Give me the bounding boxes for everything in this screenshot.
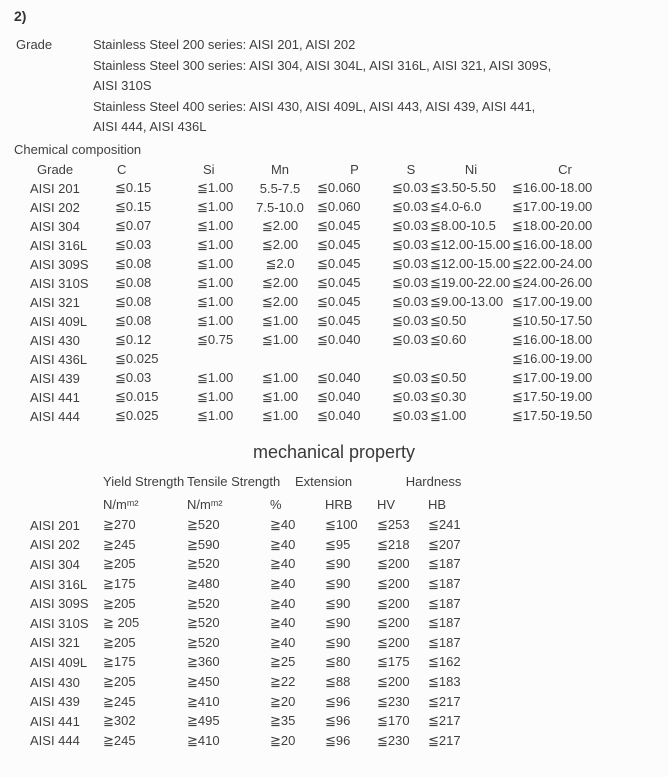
unit-header-hb: HB (428, 496, 447, 512)
unit-header-hrb: HRB (325, 496, 353, 512)
value-cell: ≧20 (270, 693, 296, 709)
grade-cell: AISI 309S (30, 596, 89, 612)
value-cell: ≦0.03 (392, 237, 429, 252)
value-cell: ≦0.08 (115, 294, 152, 309)
value-cell: ≧245 (103, 732, 136, 748)
table-row (26, 407, 618, 426)
value-cell: ≦2.00 (261, 237, 299, 252)
grade-cell: AISI 310S (30, 615, 89, 631)
value-cell: ≦187 (428, 595, 461, 611)
value-cell: ≦17.50-19.50 (512, 408, 593, 423)
value-cell: ≧205 (103, 595, 136, 611)
value-cell: ≦200 (377, 674, 410, 690)
value-cell: ≧270 (103, 517, 136, 533)
value-cell: ≦2.00 (261, 218, 299, 233)
document-page (0, 6, 668, 777)
value-cell: ≦0.03 (115, 370, 152, 385)
unit-header-tensile: N/mᵐ² (187, 496, 223, 512)
value-cell: ≦17.00-19.00 (512, 294, 593, 309)
grade-cell: AISI 430 (30, 674, 80, 690)
value-cell: ≧520 (187, 615, 220, 631)
mechanical-unit-header-row (26, 493, 490, 516)
value-cell: ≦1.00 (197, 256, 234, 271)
unit-header-hv: HV (377, 496, 396, 512)
value-cell: ≧175 (103, 654, 136, 670)
value-cell: ≦1.00 (261, 389, 299, 404)
table-row (26, 369, 618, 388)
value-cell: ≦80 (325, 654, 351, 670)
grade-section (16, 35, 668, 138)
value-cell: ≦0.045 (317, 256, 361, 271)
table-row (26, 613, 490, 633)
grade-series-line: AISI 444, AISI 436L (93, 119, 207, 134)
value-cell: ≦1.00 (261, 370, 299, 385)
chemical-composition-heading: Chemical composition (14, 141, 142, 157)
value-cell: ≦0.03 (392, 180, 429, 195)
grade-series-line: Stainless Steel 200 series: AISI 201, AISI 202 (93, 37, 356, 52)
value-cell: ≦0.15 (115, 199, 152, 214)
grade-cell: AISI 409L (30, 654, 88, 670)
value-cell: ≦230 (377, 693, 410, 709)
value-cell: ≦16.00-18.00 (512, 180, 593, 195)
grade-cell: AISI 444 (30, 408, 80, 424)
value-cell: ≦1.00 (197, 218, 234, 233)
value-cell: ≦0.045 (317, 237, 361, 252)
value-cell: ≦217 (428, 693, 461, 709)
value-cell: ≦0.30 (430, 389, 467, 404)
value-cell: ≧245 (103, 536, 136, 552)
group-header-yield-strength: Yield Strength (103, 474, 185, 489)
value-cell: ≧520 (187, 556, 220, 572)
value-cell: ≦1.00 (197, 313, 234, 328)
table-row (26, 388, 618, 407)
value-cell: ≧360 (187, 654, 220, 670)
value-cell: ≦0.03 (392, 332, 429, 347)
value-cell (197, 350, 243, 369)
grade-cell: AISI 202 (30, 537, 80, 553)
grade-cell: AISI 430 (30, 332, 80, 348)
value-cell: ≦12.00-15.00 (430, 237, 511, 252)
table-row (26, 633, 490, 653)
table-row (26, 692, 490, 712)
value-cell: ≧205 (103, 674, 136, 690)
table-row (26, 350, 618, 369)
value-cell: ≦0.03 (392, 256, 429, 271)
value-cell: ≦1.00 (430, 408, 467, 423)
column-header: Si (203, 161, 215, 177)
value-cell: ≦0.03 (392, 389, 429, 404)
value-cell: ≦0.03 (392, 408, 429, 423)
value-cell: ≦0.03 (392, 218, 429, 233)
value-cell: ≦90 (325, 595, 351, 611)
mechanical-property-title: mechanical property (252, 441, 416, 462)
value-cell: ≧22 (270, 674, 296, 690)
table-row (26, 555, 490, 575)
value-cell: ≦90 (325, 576, 351, 592)
mechanical-group-header-row (26, 471, 490, 493)
value-cell: ≧35 (270, 713, 296, 729)
value-cell: ≦1.00 (261, 332, 299, 347)
value-cell: ≦1.00 (261, 408, 299, 423)
value-cell: ≧40 (270, 556, 296, 572)
unit-header-percent: % (270, 496, 282, 512)
value-cell: ≦0.08 (115, 256, 152, 271)
value-cell: ≦183 (428, 674, 461, 690)
value-cell: ≦253 (377, 517, 410, 533)
value-cell: ≧410 (187, 732, 220, 748)
chemical-composition-table (26, 160, 618, 426)
value-cell: ≦0.15 (115, 180, 152, 195)
column-header: Mn (270, 161, 290, 177)
value-cell: ≦17.50-19.00 (512, 389, 593, 404)
group-header-hardness: Hardness (405, 474, 462, 489)
table-row (26, 731, 490, 751)
value-cell: ≧40 (270, 595, 296, 611)
column-header: C (117, 161, 127, 177)
value-cell: ≧40 (270, 634, 296, 650)
value-cell: ≦0.03 (115, 237, 152, 252)
empty-header-cell (26, 471, 103, 493)
value-cell: ≦1.00 (197, 370, 234, 385)
value-cell: ≦0.03 (392, 313, 429, 328)
value-cell: ≦1.00 (261, 313, 299, 328)
value-cell: ≦0.08 (115, 275, 152, 290)
value-cell: ≦8.00-10.5 (430, 218, 496, 233)
value-cell: ≦187 (428, 615, 461, 631)
value-cell: ≧480 (187, 576, 220, 592)
value-cell: ≧25 (270, 654, 296, 670)
value-cell: ≦2.00 (261, 275, 299, 290)
value-cell: ≧450 (187, 674, 220, 690)
table-row (26, 293, 618, 312)
table-row (26, 653, 490, 673)
value-cell: ≧245 (103, 693, 136, 709)
value-cell: ≦2.0 (265, 256, 295, 271)
grade-cell: AISI 304 (30, 556, 80, 572)
unit-header-yield: N/mᵐ² (103, 496, 139, 512)
table-row (26, 274, 618, 293)
table-row (26, 535, 490, 555)
value-cell: ≦12.00-15.00 (430, 256, 511, 271)
value-cell: ≦100 (325, 517, 358, 533)
value-cell: ≧175 (103, 576, 136, 592)
value-cell: ≧40 (270, 615, 296, 631)
value-cell: ≦187 (428, 556, 461, 572)
value-cell: 5.5-7.5 (259, 180, 301, 196)
value-cell: ≦96 (325, 693, 351, 709)
grade-series-list (93, 35, 551, 138)
value-cell: ≦0.015 (115, 389, 159, 404)
value-cell: ≦200 (377, 556, 410, 572)
value-cell: ≦0.08 (115, 313, 152, 328)
value-cell: ≧520 (187, 634, 220, 650)
value-cell: ≦0.75 (197, 332, 234, 347)
grade-cell: AISI 304 (30, 218, 80, 234)
value-cell: ≦1.00 (197, 237, 234, 252)
value-cell: ≧20 (270, 732, 296, 748)
grade-cell: AISI 201 (30, 517, 80, 533)
grade-series-line: AISI 310S (93, 78, 152, 93)
value-cell (392, 350, 430, 369)
value-cell: ≦0.060 (317, 199, 361, 214)
grade-cell: AISI 316L (30, 237, 88, 253)
grade-series-line: Stainless Steel 400 series: AISI 430, AISI 409L, AISI 443, AISI 439, AISI 441, (93, 98, 536, 114)
chemical-header-row (26, 160, 618, 179)
value-cell: ≦0.045 (317, 218, 361, 233)
column-header: Grade (37, 161, 74, 177)
value-cell: ≦200 (377, 576, 410, 592)
value-cell (430, 350, 512, 369)
value-cell: ≦0.50 (430, 313, 467, 328)
value-cell: ≦0.045 (317, 275, 361, 290)
table-row (26, 594, 490, 614)
value-cell: ≦3.50-5.50 (430, 180, 496, 195)
column-header: S (406, 161, 416, 177)
value-cell: ≧205 (103, 634, 136, 650)
value-cell: ≦90 (325, 556, 351, 572)
value-cell: ≦0.060 (317, 180, 361, 195)
grade-cell: AISI 321 (30, 294, 80, 310)
value-cell: ≦10.50-17.50 (512, 313, 593, 328)
value-cell (317, 350, 392, 369)
value-cell: ≦4.0-6.0 (430, 199, 482, 214)
value-cell: ≦1.00 (197, 294, 234, 309)
value-cell: ≦95 (325, 536, 351, 552)
value-cell: 7.5-10.0 (256, 199, 304, 215)
value-cell (243, 350, 317, 369)
grade-cell: AISI 201 (30, 180, 80, 196)
grade-series-line: Stainless Steel 300 series: AISI 304, AISI 304L, AISI 316L, AISI 321, AISI 309S, (93, 57, 552, 73)
grade-cell: AISI 439 (30, 694, 80, 710)
value-cell: ≦170 (377, 713, 410, 729)
value-cell: ≦17.00-19.00 (512, 199, 593, 214)
value-cell: ≦0.045 (317, 313, 361, 328)
grade-cell: AISI 441 (30, 713, 80, 729)
grade-cell: AISI 444 (30, 733, 80, 749)
value-cell: ≦0.03 (392, 294, 429, 309)
value-cell: ≦0.03 (392, 199, 429, 214)
value-cell: ≧410 (187, 693, 220, 709)
grade-label: Grade (16, 37, 53, 52)
value-cell: ≦0.60 (430, 332, 467, 347)
value-cell: ≦0.03 (392, 275, 429, 290)
value-cell: ≧520 (187, 595, 220, 611)
value-cell: ≦0.025 (115, 408, 159, 423)
value-cell: ≦90 (325, 634, 351, 650)
value-cell: ≦187 (428, 634, 461, 650)
value-cell: ≦0.50 (430, 370, 467, 385)
value-cell: ≦16.00-18.00 (512, 237, 593, 252)
table-row (26, 672, 490, 692)
grade-cell: AISI 310S (30, 275, 89, 291)
value-cell: ≦16.00-19.00 (512, 351, 593, 366)
value-cell: ≦217 (428, 713, 461, 729)
grade-cell: AISI 409L (30, 313, 88, 329)
column-header: Cr (558, 161, 572, 177)
value-cell: ≧520 (187, 517, 220, 533)
grade-cell: AISI 439 (30, 370, 80, 386)
column-header: Ni (464, 161, 478, 177)
group-header-tensile-strength: Tensile Strength (187, 474, 281, 489)
table-row (26, 236, 618, 255)
grade-cell: AISI 321 (30, 635, 80, 651)
mechanical-property-table (26, 471, 490, 751)
table-row (26, 255, 618, 274)
value-cell: ≦24.00-26.00 (512, 275, 593, 290)
value-cell: ≦90 (325, 615, 351, 631)
value-cell: ≧590 (187, 536, 220, 552)
value-cell: ≧ 205 (103, 615, 140, 631)
value-cell: ≦200 (377, 615, 410, 631)
value-cell: ≦175 (377, 654, 410, 670)
value-cell: ≦17.00-19.00 (512, 370, 593, 385)
value-cell: ≦1.00 (197, 180, 234, 195)
value-cell: ≦0.040 (317, 389, 361, 404)
table-row (26, 179, 618, 198)
table-row (26, 516, 490, 536)
table-row (26, 331, 618, 350)
column-header: P (350, 161, 359, 177)
value-cell: ≦217 (428, 732, 461, 748)
table-row (26, 312, 618, 331)
value-cell: ≦0.045 (317, 294, 361, 309)
value-cell: ≦18.00-20.00 (512, 218, 593, 233)
value-cell: ≦9.00-13.00 (430, 294, 504, 309)
table-row (26, 217, 618, 236)
value-cell: ≧40 (270, 517, 296, 533)
grade-cell: AISI 202 (30, 199, 80, 215)
value-cell: ≦0.025 (115, 351, 159, 366)
group-header-extension: Extension (294, 474, 353, 489)
value-cell: ≧40 (270, 576, 296, 592)
value-cell: ≦218 (377, 536, 410, 552)
value-cell: ≦2.00 (261, 294, 299, 309)
value-cell: ≦0.12 (115, 332, 152, 347)
value-cell: ≦96 (325, 732, 351, 748)
value-cell: ≦200 (377, 595, 410, 611)
value-cell: ≦230 (377, 732, 410, 748)
value-cell: ≦0.07 (115, 218, 152, 233)
value-cell: ≦0.03 (392, 370, 429, 385)
value-cell: ≦162 (428, 654, 461, 670)
table-row (26, 198, 618, 217)
grade-cell: AISI 441 (30, 389, 80, 405)
value-cell: ≦22.00-24.00 (512, 256, 593, 271)
value-cell: ≧40 (270, 536, 296, 552)
grade-cell: AISI 316L (30, 576, 88, 592)
value-cell: ≦187 (428, 576, 461, 592)
value-cell: ≦241 (428, 517, 461, 533)
grade-cell: AISI 436L (30, 351, 88, 367)
value-cell: ≦0.040 (317, 408, 361, 423)
value-cell: ≦1.00 (197, 389, 234, 404)
section-number: 2) (14, 8, 27, 24)
value-cell: ≦1.00 (197, 275, 234, 290)
empty-header-cell (26, 493, 103, 516)
value-cell: ≦0.040 (317, 370, 361, 385)
value-cell: ≦16.00-18.00 (512, 332, 593, 347)
value-cell: ≧302 (103, 713, 136, 729)
value-cell: ≧205 (103, 556, 136, 572)
value-cell: ≦0.040 (317, 332, 361, 347)
value-cell: ≦207 (428, 536, 461, 552)
value-cell: ≧495 (187, 713, 220, 729)
value-cell: ≦200 (377, 634, 410, 650)
table-row (26, 711, 490, 731)
value-cell: ≦1.00 (197, 408, 234, 423)
grade-cell: AISI 309S (30, 256, 89, 272)
value-cell: ≦88 (325, 674, 351, 690)
value-cell: ≦19.00-22.00 (430, 275, 511, 290)
value-cell: ≦96 (325, 713, 351, 729)
value-cell: ≦1.00 (197, 199, 234, 214)
table-row (26, 574, 490, 594)
